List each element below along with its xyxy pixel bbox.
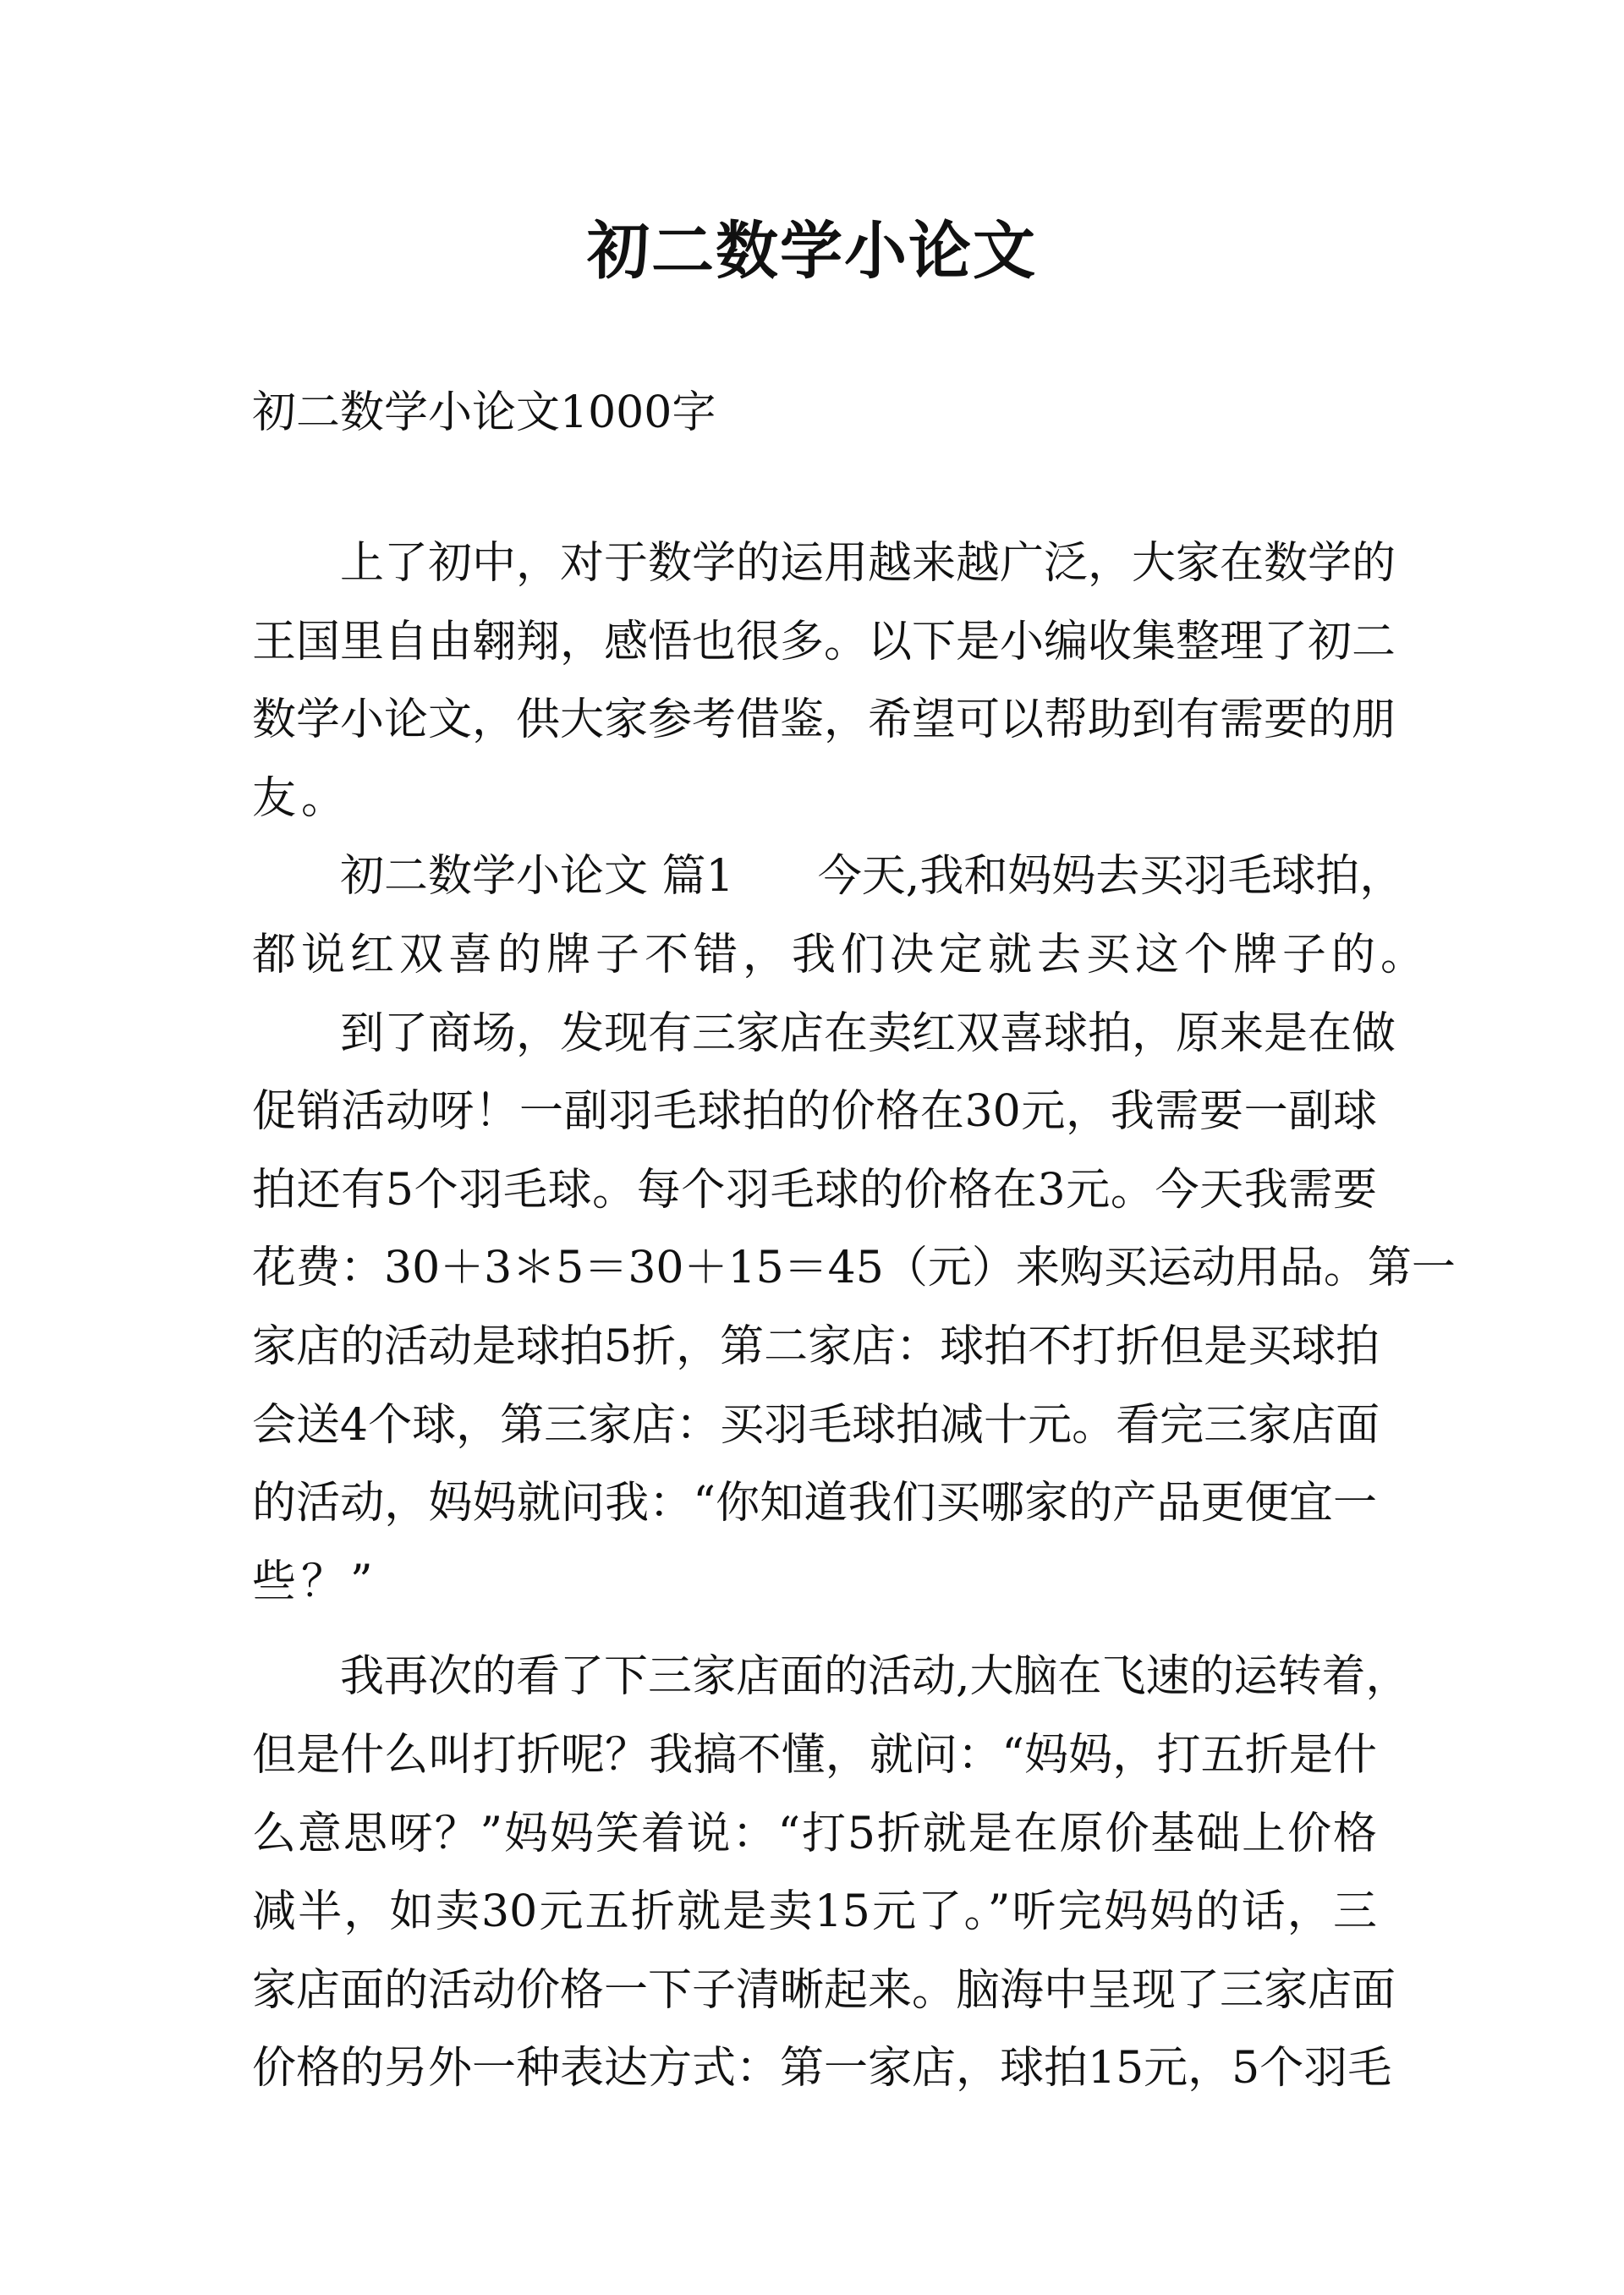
document-subtitle: 初二数学小论文1000字 xyxy=(252,387,716,438)
text-line: 家店面的活动价格一下子清晰起来。脑海中呈现了三家店面 xyxy=(252,1964,1396,2016)
text-line: 我再次的看了下三家店面的活动,大脑在飞速的运转着， xyxy=(340,1651,1410,1703)
text-line: 上了初中，对于数学的运用越来越广泛，大家在数学的 xyxy=(340,538,1396,589)
text-line: 家店的活动是球拍5折，第二家店：球拍不打折但是买球拍 xyxy=(252,1320,1380,1372)
text-line: 但是什么叫打折呢？我搞不懂，就问：“妈妈，打五折是什 xyxy=(252,1729,1377,1781)
text-line: 都说红双喜的牌子不错，我们决定就去买这个牌子的。 xyxy=(252,929,1430,980)
text-line: 拍还有5个羽毛球。每个羽毛球的价格在3元。今天我需要 xyxy=(252,1164,1377,1216)
document-body xyxy=(252,524,1456,2108)
text-line: 些？” xyxy=(252,1556,378,1607)
text-line: 花费：30＋3＊5＝30＋15＝45（元）来购买运动用品。第一 xyxy=(252,1243,1456,1294)
text-line: 友。 xyxy=(252,772,351,824)
text-line: 初二数学小论文 篇1 今天,我和妈妈去买羽毛球拍， xyxy=(340,851,1404,903)
text-line: 到了商场，发现有三家店在卖红双喜球拍，原来是在做 xyxy=(340,1007,1396,1059)
text-line: 促销活动呀！一副羽毛球拍的价格在30元，我需要一副球 xyxy=(252,1086,1377,1138)
document-title: 初二数学小论文 xyxy=(587,215,1037,288)
text-line: 王国里自由翱翔，感悟也很多。以下是小编收集整理了初二 xyxy=(252,616,1396,667)
text-line: 会送4个球，第三家店：买羽毛球拍减十元。看完三家店面 xyxy=(252,1399,1380,1451)
text-line: 数学小论文，供大家参考借鉴，希望可以帮助到有需要的朋 xyxy=(252,695,1396,746)
text-line: 么意思呀？”妈妈笑着说：“打5折就是在原价基础上价格 xyxy=(252,1808,1377,1859)
text-line: 减半，如卖30元五折就是卖15元了。”听完妈妈的话，三 xyxy=(252,1886,1377,1938)
text-line: 价格的另外一种表达方式：第一家店，球拍15元，5个羽毛 xyxy=(252,2043,1392,2095)
text-line: 的活动，妈妈就问我：“你知道我们买哪家的产品更便宜一 xyxy=(252,1478,1377,1529)
